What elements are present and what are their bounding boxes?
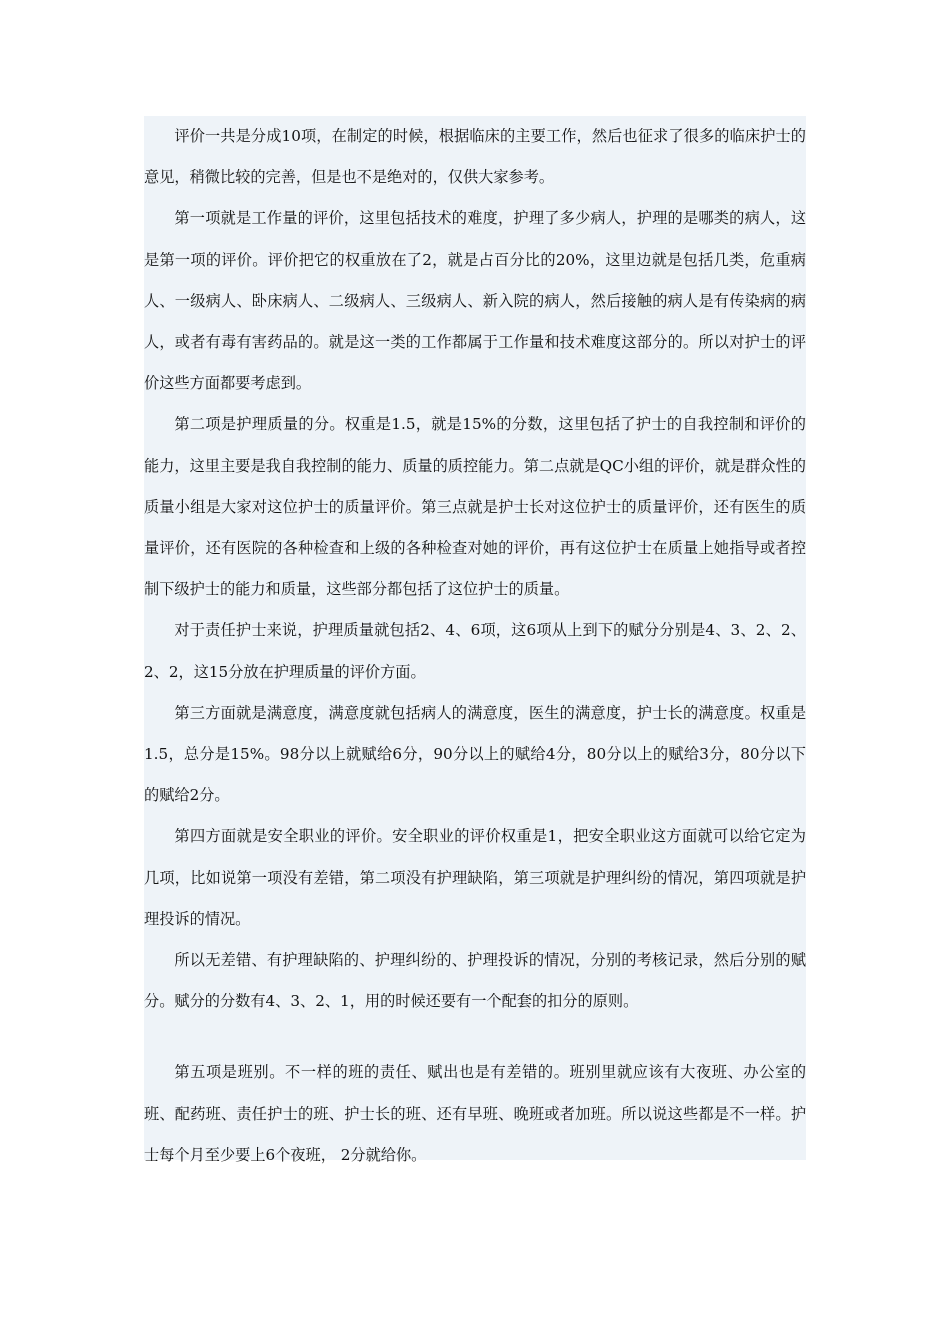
paragraph-quality: 第二项是护理质量的分。权重是1.5，就是15%的分数，这里包括了护士的自我控制和评价的能力，这里主要是我自我控制的能力、质量的质控能力。第二点就是QC小组的评价，就是群众性的质量小组是大家对这位护士的质量评价。第三点就是护士长对这位护士的质量评价，还有医生的质量评价，还有医院的各种检查和上级的各种检查对她的评价，再有这位护士在质量上她指导或者控制下级护士的能力和质量，这些部分都包括了这位护士的质量。 [144,415,806,599]
paragraph-intro: 评价一共是分成10项，在制定的时候，根据临床的主要工作，然后也征求了很多的临床护士的意见，稍微比较的完善，但是也不是绝对的，仅供大家参考。 [144,127,806,187]
document-body [144,116,806,1164]
paragraph-safety: 第四方面就是安全职业的评价。安全职业的评价权重是1，把安全职业这方面就可以给它定为几项，比如说第一项没有差错，第二项没有护理缺陷，第三项就是护理纠纷的情况，第四项就是护理投诉的情况。 [144,827,806,928]
paragraph-workload: 第一项就是工作量的评价，这里包括技术的难度，护理了多少病人，护理的是哪类的病人，这是第一项的评价。评价把它的权重放在了2，就是占百分比的20%，这里边就是包括几类，危重病人、一级病人、卧床病人、二级病人、三级病人、新入院的病人，然后接触的病人是有传染病的病人，或者有毒有害药品的。就是这一类的工作都属于工作量和技术难度这部分的。所以对护士的评价这些方面都要考虑到。 [144,209,806,393]
paragraph-responsible-nurse: 对于责任护士来说，护理质量就包括2、4、6项，这6项从上到下的赋分分别是4、3、2、2、2、2，这15分放在护理质量的评价方面。 [144,621,806,681]
paragraph-satisfaction: 第三方面就是满意度，满意度就包括病人的满意度，医生的满意度，护士长的满意度。权重是1.5，总分是15%。98分以上就赋给6分，90分以上的赋给4分，80分以上的赋给3分，80分以下的赋给2分。 [144,703,806,805]
paragraph-spacer [144,1022,806,1052]
paragraph-shift: 第五项是班别。不一样的班的责任、赋出也是有差错的。班别里就应该有大夜班、办公室的班、配药班、责任护士的班、护士长的班、还有早班、晚班或者加班。所以说这些都是不一样。护士每个月至少要上6个夜班， 2分就给你。 [144,1063,806,1164]
paragraph-safety-scoring: 所以无差错、有护理缺陷的、护理纠纷的、护理投诉的情况，分别的考核记录，然后分别的赋分。赋分的分数有4、3、2、1，用的时候还要有一个配套的扣分的原则。 [144,951,806,1011]
